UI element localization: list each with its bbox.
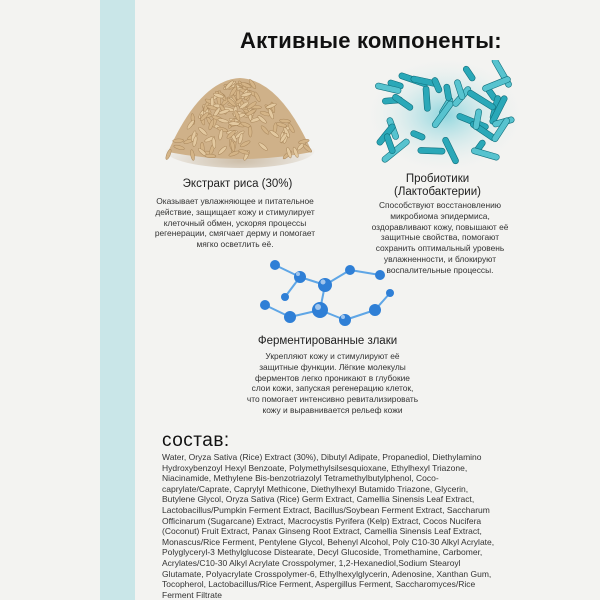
composition-text: Water, Oryza Sativa (Rice) Extract (30%), Dibutyl Adipate, Propanediol, Diethylamino Hydroxybenzoyl Hexyl Benzoate, Polymethylsilsesquioxane, Ethylhexyl Triazone, Niacinamide, Methylene Bis-benzotriazolyl Tetramethylbutylphenol, Coco-caprylate/Caprate, Caprylyl Methicone, Diethylhexyl Butamido Triazone, Glycerin, Butylene Glycol, Oryza Sativa (Rice) Germ Extract, Camellia Sinensis Leaf Extract, Lactobacillus/Pumpkin Ferment Extract, Bacillus/Soybean Ferment Extract, Saccharum Officinarum (Sugarcane) Extract, Macrocystis Pyrifera (Kelp) Extract, Cocos Nucifera (Coconut) Fruit Extract, Panax Ginseng Root Extract, Camellia Sinensis Leaf Extract, Monascus/Rice Ferment, Pentylene Glycol, Behenyl Alcohol, Poly C10-30 Alkyl Acrylate, Polyglyceryl-3 Methylglucose Distearate, Decyl Glucoside, Tromethamine, Carbomer, Acrylates/C10-30 Alkyl Acrylate Crosspolymer, 1,2-Hexanediol,Sodium Stearoyl Glutamate, Polyacrylate Crosspolymer-6, Ethylhexylglycerin, Adenosine, Xanthan Gum, Tocopherol, Lactobacillus/Rice Ferment, Aspergillus Ferment, Saccharomyces/Rice Ferment Filtrate xyxy=(162,452,495,600)
probiotics-caption xyxy=(365,173,510,199)
fermented-description: Укрепляют кожу и стимулируют её защитные функции. Лёгкие молекулы ферментов легко проникают в глубокие слои кожи, запуская регенерацию клеток, что помогает интенсивно ревитализировать кожу и выравнивается рельеф кожи xyxy=(246,351,419,415)
decorative-stripe xyxy=(100,0,135,600)
probiotics-caption-line2: (Лактобактерии) xyxy=(394,186,481,198)
rice-description: Оказывает увлажняющее и питательное действие, защищает кожу и стимулирует клеточный обмен, ускоряя процессы регенерации, смягчает дерму и помогает мягко осветлить её. xyxy=(154,196,316,250)
rice-caption: Экстракт риса (30%) xyxy=(182,178,293,190)
composition-heading: состав: xyxy=(162,430,230,451)
probiotics-description: Способствуют восстановлению микробиома эпидермиса, оздоравливают кожу, повышают её защитные свойства, помогают сохранить оптимальный уровень увлажненности, и блокируют воспалительные процессы. xyxy=(371,200,509,275)
fermented-caption: Ферментированные злаки xyxy=(257,335,398,347)
bacteria-image xyxy=(370,60,520,170)
page-title: Активные компоненты: xyxy=(240,28,502,53)
rice-image xyxy=(160,70,320,170)
probiotics-caption-line1: Пробиотики xyxy=(405,173,470,185)
